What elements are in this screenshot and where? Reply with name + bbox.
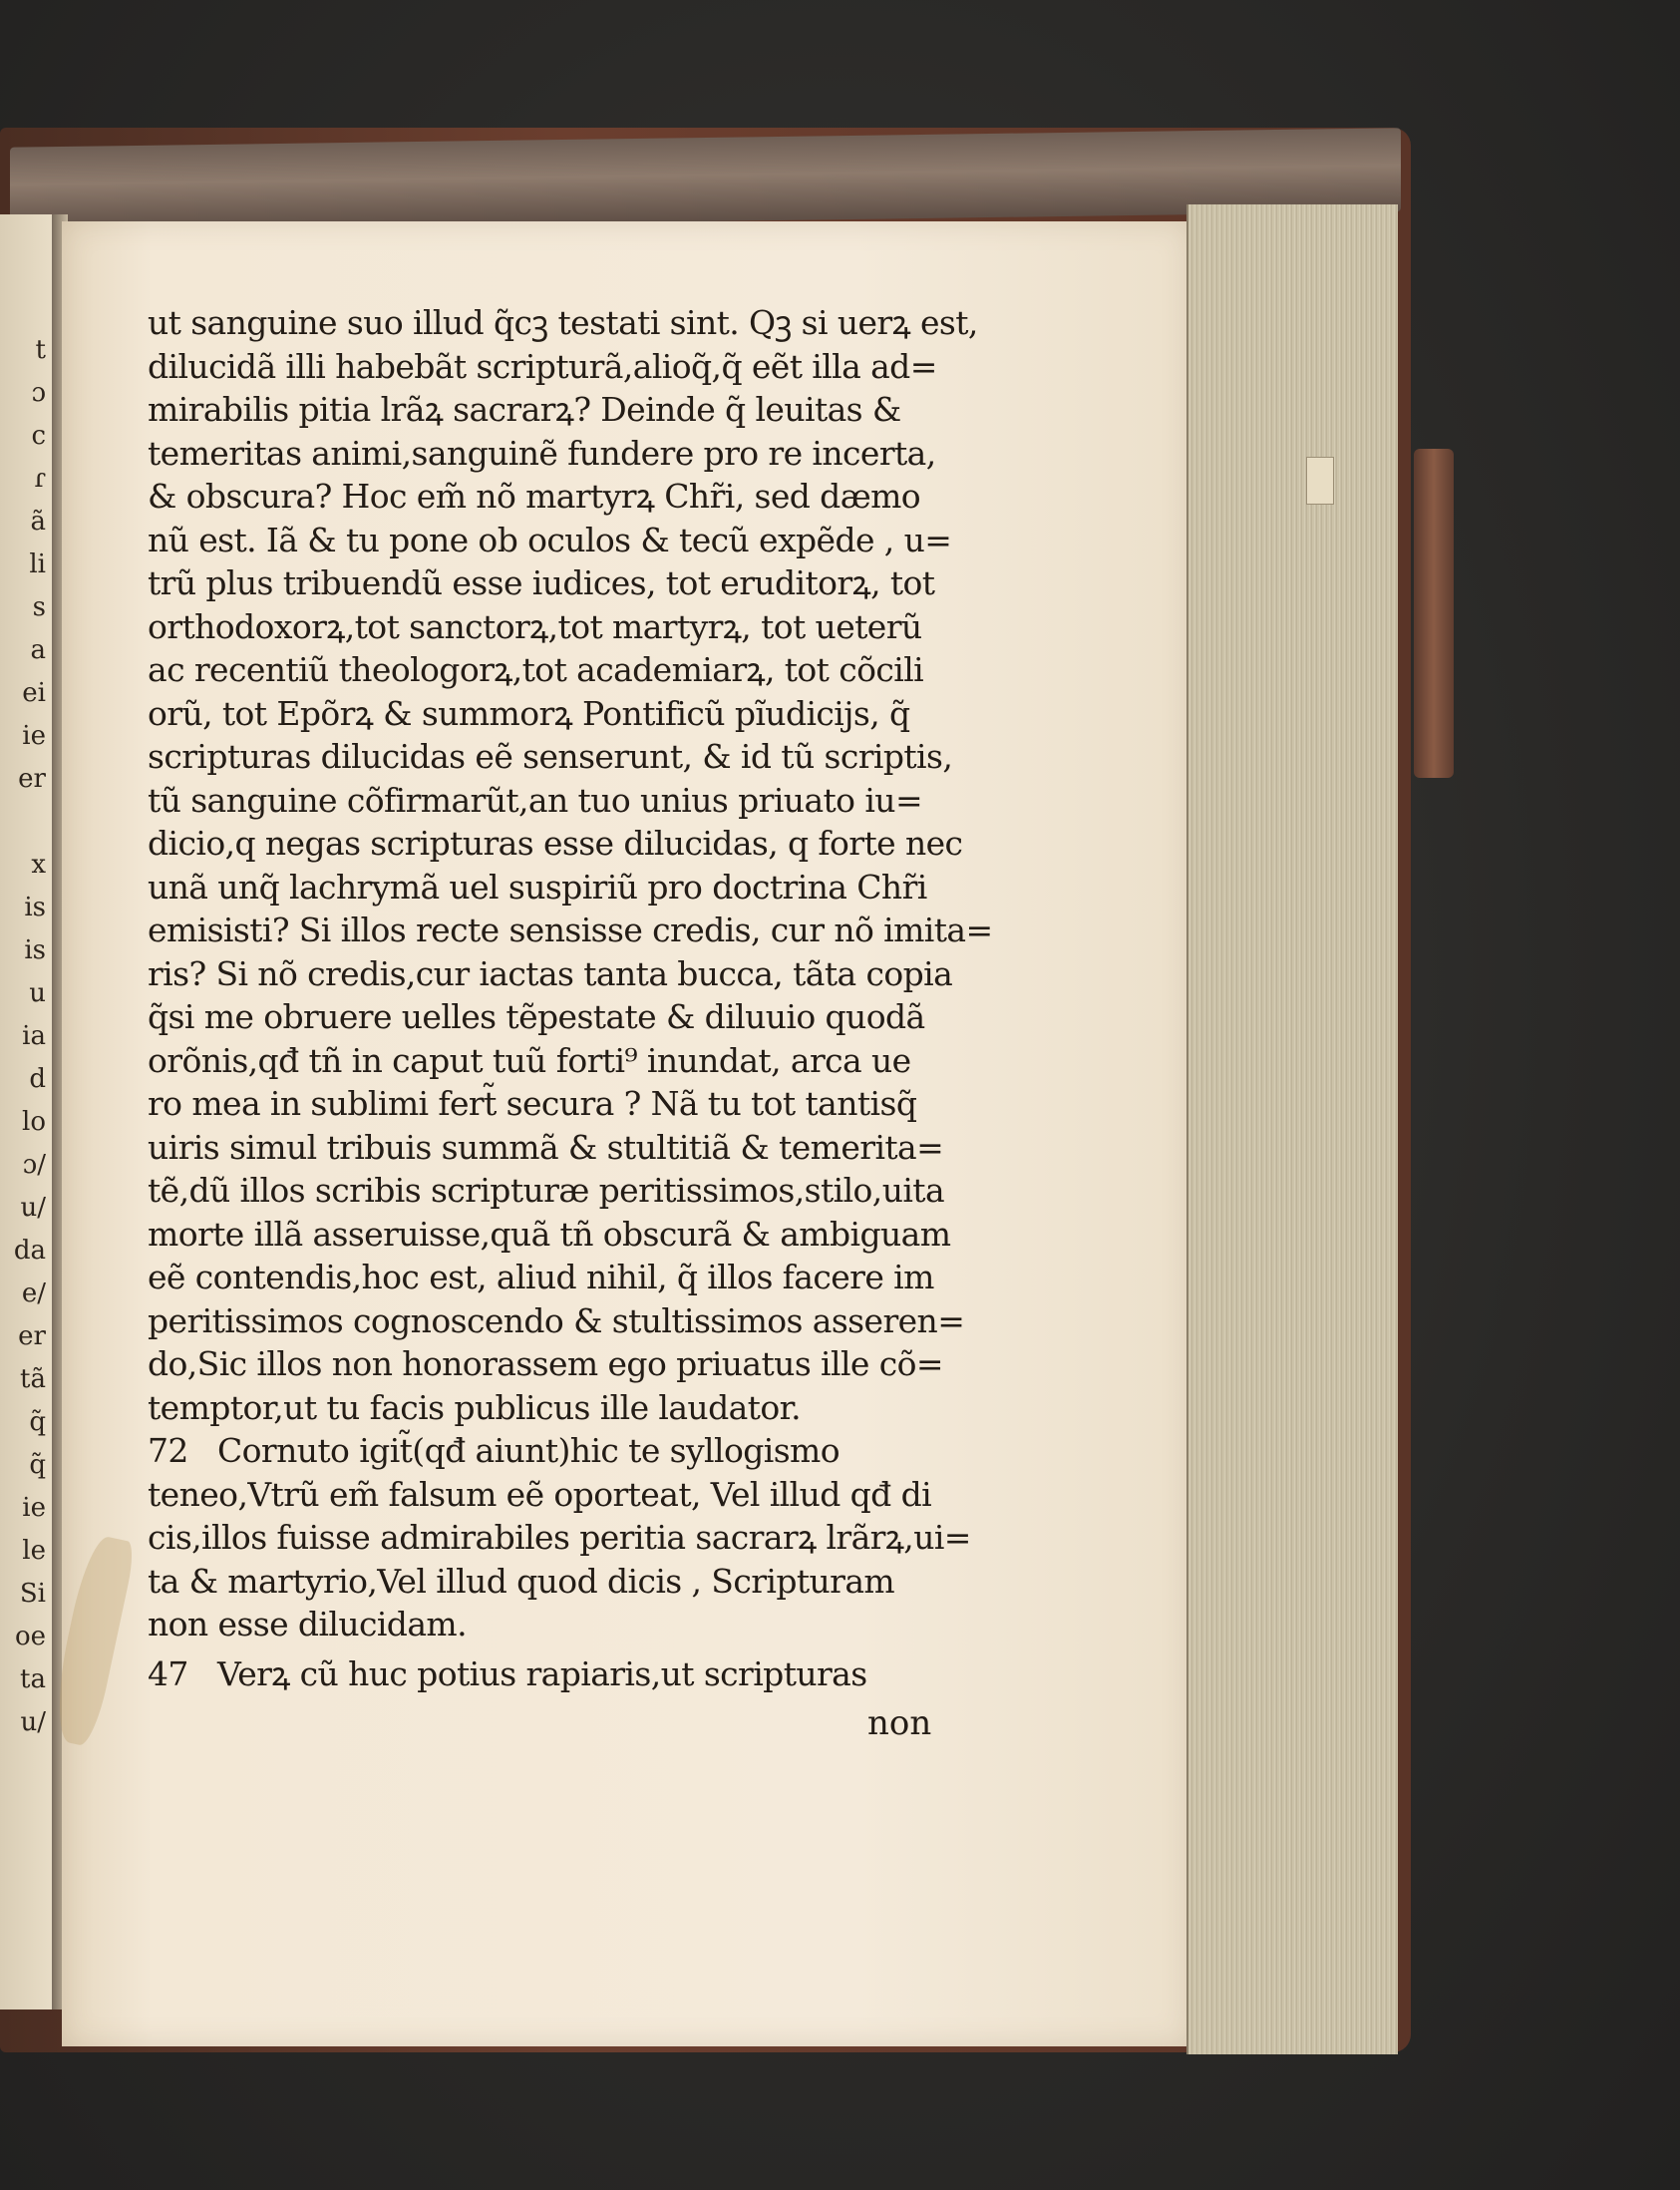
margin-letter: ei (22, 678, 46, 708)
text-line: ac recentiũ theologorꝝ,tot academiarꝝ, tot cõcili (148, 650, 924, 689)
margin-letter: ta (20, 1664, 46, 1694)
text-line: do,Sic illos non honorassem ego priuatus ille cõ= (148, 1344, 943, 1383)
margin-letter: er (18, 764, 46, 794)
margin-letter: tã (20, 1364, 46, 1394)
margin-letter: x (31, 850, 46, 880)
margin-letter: oe (14, 1622, 46, 1651)
section-47-line: 47 Verꝝ cũ huc potius rapiaris,ut scripturas (148, 1652, 965, 1696)
margin-letter: u/ (20, 1193, 46, 1223)
margin-letter: is (24, 935, 46, 965)
margin-letter: ie (22, 1493, 46, 1523)
text-line: scripturas dilucidas eẽ senserunt, & id tũ scriptis, (148, 737, 953, 776)
margin-letter: u/ (20, 1707, 46, 1737)
margin-letter: d (29, 1064, 46, 1094)
text-line: q̃si me obruere uelles tẽpestate & diluuio quodã (148, 997, 925, 1036)
margin-letter: ɾ (34, 464, 46, 494)
text-line: nũ est. Iã & tu pone ob oculos & tecũ expẽde , u= (148, 520, 952, 559)
margin-letter: is (24, 893, 46, 922)
text-line: dilucidã illi habebãt scripturã,alioq̃,q̃ eẽt illa ad= (148, 346, 937, 386)
margin-letter: e/ (21, 1278, 46, 1308)
text-line: orũ, tot Epõrꝝ & summorꝝ Pontificũ pĩudicijs, q̃ (148, 693, 910, 733)
text-line: ris? Si nõ credis,cur iactas tanta bucca, tãta copia (148, 953, 953, 993)
text-line: tũ sanguine cõfirmarũt,an tuo unius priuato iu= (148, 780, 922, 820)
margin-letter: t (35, 335, 46, 365)
text-line: unã unq̃ lachrymã uel suspiriũ pro doctrina Chr̃i (148, 867, 927, 907)
text-line: orthodoxorꝝ,tot sanctorꝝ,tot martyrꝝ, tot ueterũ (148, 606, 922, 646)
text-line: morte illã asseruisse,quã tñ obscurã & ambiguam (148, 1214, 951, 1254)
margin-letter: a (30, 635, 46, 665)
text-line: eẽ contendis,hoc est, aliud nihil, q̃ illos facere im (148, 1258, 934, 1296)
margin-letter: ɔ (31, 378, 46, 408)
margin-letter: c (31, 421, 46, 451)
section-72-first-line: 72 Cornuto igit̃(qđ aiunt)hic te syllogismo (148, 1429, 965, 1473)
margin-letter: u (29, 978, 46, 1008)
text-line: & obscura? Hoc em̃ nõ martyrꝝ Chr̃i, sed dæmo (148, 477, 921, 516)
margin-letter: er (18, 1321, 46, 1351)
page-text (148, 301, 993, 1695)
margin-letter: da (13, 1236, 46, 1266)
text-line: trũ plus tribuendũ esse iudices, tot eruditorꝝ, tot (148, 563, 935, 602)
text-line: teneo,Vtrũ em̃ falsum eẽ oporteat, Vel illud qđ di (148, 1474, 932, 1514)
section-number: 47 (148, 1653, 188, 1693)
text-line: ro mea in sublimi fert̃ secura ? Nã tu tot tantisq̃ (148, 1084, 917, 1123)
text-line: orõnis,qđ tñ in caput tuũ forti⁹ inundat, arca ue (148, 1040, 911, 1080)
clasp-strap (1414, 449, 1454, 778)
section-number: 72 (148, 1431, 188, 1470)
text-line: ta & martyrio,Vel illud quod dicis , Scripturam (148, 1561, 895, 1601)
text-line: mirabilis pitia lrãꝝ sacrarꝝ? Deinde q̃ leuitas & (148, 390, 901, 429)
margin-letter: ie (22, 721, 46, 751)
text-line: peritissimos cognoscendo & stultissimos asseren= (148, 1300, 965, 1340)
text-line: dicio,q negas scripturas esse dilucidas, q forte nec (148, 824, 963, 863)
text-line: temptor,ut tu facis publicus ille laudator. (148, 1387, 802, 1427)
margin-letter: s (32, 592, 46, 622)
text-line: non esse dilucidam. (148, 1605, 467, 1643)
margin-letter (6, 801, 46, 844)
margin-letter: ia (22, 1021, 46, 1051)
margin-letter: li (29, 549, 46, 579)
margin-letter: lo (22, 1107, 46, 1137)
text-line: cis,illos fuisse admirabiles peritia sacrarꝝ lrãrꝝ,ui= (148, 1518, 971, 1557)
page-tab (1306, 457, 1334, 505)
margin-letter: q̃ (29, 1407, 46, 1437)
margin-letter: ɔ/ (22, 1150, 46, 1180)
margin-letter: q̃ (29, 1450, 46, 1480)
left-margin-letters (6, 329, 46, 1744)
text-line: temeritas animi,sanguinẽ fundere pro re incerta, (148, 433, 936, 473)
text-line: ut sanguine suo illud q̃cꝫ testati sint. Qꝫ si uerꝝ est, (148, 303, 978, 342)
catchword: non (867, 1703, 932, 1743)
page-fore-edge (1186, 204, 1398, 2054)
text-line: tẽ,dũ illos scribis scripturæ peritissimos,stilo,uita (148, 1171, 945, 1210)
text-line: uiris simul tribuis summã & stultitiã & temerita= (148, 1127, 944, 1167)
margin-letter: ã (30, 507, 46, 537)
text-line: emisisti? Si illos recte sensisse credis, cur nõ imita= (148, 911, 993, 949)
margin-letter: le (22, 1536, 46, 1566)
margin-letter: Si (19, 1579, 46, 1609)
